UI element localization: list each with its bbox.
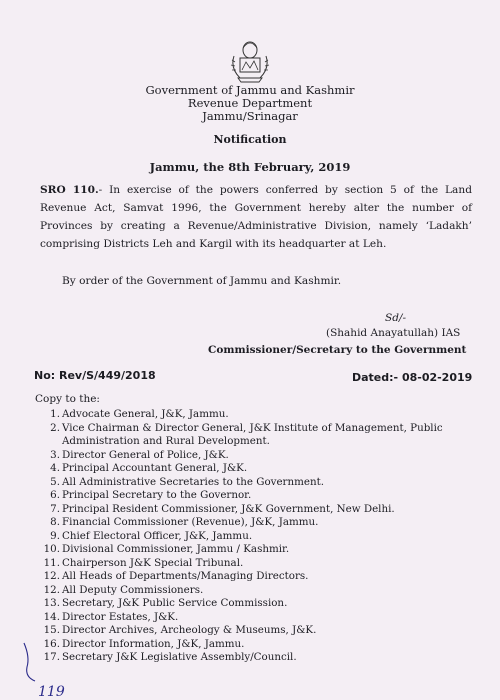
copy-to-heading: Copy to the:: [35, 393, 100, 405]
signatory-designation: Commissioner/Secretary to the Government: [208, 344, 467, 356]
list-item: [34, 422, 484, 436]
list-item: [34, 408, 484, 422]
list-item: [34, 435, 484, 449]
signature-sd: Sd/-: [385, 312, 406, 324]
list-item: [34, 530, 484, 544]
list-item-text: Director Information, J&K, Jammu.: [62, 637, 245, 650]
place-date: Jammu, the 8th February, 2019: [149, 160, 351, 174]
list-item-number: [34, 435, 60, 449]
list-item-number: 12.: [43, 570, 60, 582]
list-item: [34, 449, 484, 463]
list-item-number: 4.: [50, 462, 60, 474]
list-item-text: Vice Chairman & Director General, J&K Institute of Management, Public: [62, 421, 443, 434]
list-item: [34, 584, 484, 598]
list-item-text: Chairperson J&K Special Tribunal.: [62, 556, 244, 569]
list-item: [34, 611, 484, 625]
list-item-text: Director Archives, Archeology & Museums, J&K.: [62, 624, 317, 636]
list-item-text: All Heads of Departments/Managing Directors.: [62, 570, 309, 582]
list-item: [34, 597, 484, 611]
list-item-number: 5.: [50, 475, 60, 488]
list-item-text: Advocate General, J&K, Jammu.: [62, 408, 229, 420]
list-item-number: 17.: [43, 651, 60, 663]
copy-list: [34, 408, 484, 665]
notification-body: [40, 181, 472, 253]
by-order-line: By order of the Government of Jammu and Kashmir.: [62, 275, 342, 287]
notification-title: Notification: [213, 133, 287, 146]
list-item: [34, 543, 484, 557]
list-item-number: 12.: [43, 583, 60, 596]
handwritten-number: 119: [38, 684, 65, 700]
body-text: - In exercise of the powers conferred by section 5 of the Land Revenue Act, Samvat 1996, the Government hereby alter the number of Provinces by creating a Revenue/Administrative Division, namely ‘Ladakh’ comprising Districts Leh and Kargil with its headquarter at Leh.: [40, 184, 472, 250]
list-item-text: Secretary J&K Legislative Assembly/Council.: [62, 651, 297, 663]
list-item-number: 11.: [43, 556, 60, 569]
list-item-number: 8.: [50, 516, 60, 528]
list-item: [34, 516, 484, 530]
list-item-number: 1.: [50, 408, 60, 420]
list-item: [34, 570, 484, 584]
list-item: [34, 557, 484, 571]
govt-name: Government of Jammu and Kashmir: [145, 83, 355, 97]
list-item-number: 14.: [43, 610, 60, 623]
list-item-text: Chief Electoral Officer, J&K, Jammu.: [62, 529, 253, 542]
location: Jammu/Srinagar: [202, 109, 298, 123]
list-item-text: Director Estates, J&K.: [62, 610, 179, 623]
list-item-text: Director General of Police, J&K.: [62, 448, 229, 461]
list-item-text: All Administrative Secretaries to the Government.: [62, 475, 325, 488]
list-item: [34, 462, 484, 476]
list-item-number: 6.: [50, 489, 60, 501]
list-item-text: Divisional Commissioner, Jammu / Kashmir.: [62, 543, 290, 555]
signatory-name: (Shahid Anayatullah) IAS: [326, 327, 461, 339]
list-item-number: 3.: [50, 448, 60, 461]
sro-number: SRO 110.: [40, 184, 99, 196]
list-item-number: 9.: [50, 529, 60, 542]
list-item-text: Secretary, J&K Public Service Commission.: [62, 597, 288, 609]
list-item: [34, 503, 484, 517]
department-name: Revenue Department: [187, 96, 313, 110]
list-item-text: Principal Resident Commissioner, J&K Government, New Delhi.: [62, 502, 395, 515]
list-item-text: Principal Accountant General, J&K.: [62, 462, 248, 474]
list-item-text: All Deputy Commissioners.: [62, 583, 204, 596]
list-item-text: Administration and Rural Development.: [62, 435, 270, 447]
list-item: [34, 489, 484, 503]
list-item-number: 7.: [50, 502, 60, 515]
list-item: [34, 476, 484, 490]
reference-number: No: Rev/S/449/2018: [34, 369, 156, 382]
list-item-text: Financial Commissioner (Revenue), J&K, Jammu.: [62, 516, 319, 528]
list-item: [34, 638, 484, 652]
list-item: [34, 651, 484, 665]
list-item-number: 15.: [43, 624, 60, 636]
dated: Dated:- 08-02-2019: [352, 371, 473, 384]
list-item-number: 13.: [43, 597, 60, 609]
list-item-text: Principal Secretary to the Governor.: [62, 489, 252, 501]
list-item-number: 2.: [50, 421, 60, 434]
list-item-number: 10.: [43, 543, 60, 555]
list-item: [34, 624, 484, 638]
state-emblem-icon: [226, 34, 274, 86]
list-item-number: 16.: [43, 637, 60, 650]
